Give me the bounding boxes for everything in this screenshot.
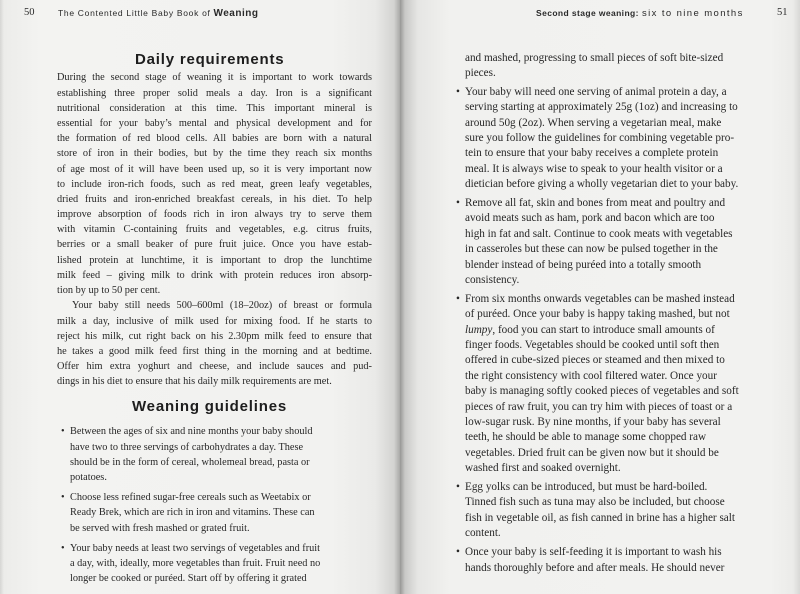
paragraph-line: dings in his diet to ensure that his daily milk requirements are met. [57,376,332,388]
running-head [536,7,744,20]
list-item-line: should be in the form of cereal, wholemeal bread, pasta or [70,456,310,468]
list-item-line: offered in cube-sized pieces or steamed and then mixed to [465,354,725,367]
section-heading-daily-requirements: Daily requirements [135,51,285,68]
running-head-book-title-bold: Weaning [213,8,259,19]
paragraph-line: reject his milk, cut right back on his 2.30pm milk feed to ensure that [57,330,372,342]
weaning-guidelines-list [57,424,377,586]
page-number: 50 [24,7,35,18]
list-item [450,545,785,576]
paragraph-line: berries or a small beaker of pure fruit juice. Once you have estab- [57,239,372,251]
list-marker: • [456,85,460,98]
list-item [57,541,377,587]
line-text: , food you can start to introduce small amounts of [492,323,715,336]
list-item [450,85,785,193]
paragraph-line: During the second stage of weaning it is important to work towards [57,72,372,84]
list-marker: • [61,492,65,504]
paragraph-line: milk feed – giving milk to drink with protein reduces iron absorp- [57,269,372,281]
paragraph-line: with vitamin C-containing fruits and vegetables, e.g. citrus fruits, [57,224,372,236]
daily-requirements-paragraph-1 [57,70,372,298]
list-item-line: be served with fresh mashed or grated fruit. [70,522,250,534]
list-item [57,490,377,536]
list-item-line: Once your baby is self-feeding it is important to wash his [465,546,722,559]
running-head-chapter: six to nine months [641,8,744,19]
list-item [450,480,785,542]
list-marker: • [456,197,460,210]
list-item-line: sure you follow the guidelines for combining vegetable pro- [465,131,735,144]
list-marker: • [61,542,65,554]
list-item-line: pieces. [465,66,496,79]
list-item-line: vegetables. Dried fruit can be given now but it should be [465,446,719,459]
list-item-line: the right consistency with cool filtered water. Once your [465,369,717,382]
list-item-line: around 50g (2oz). When serving a vegetarian meal, make [465,116,722,129]
list-item-line: high in fat and salt. Continue to cook meats with vegetables [465,227,733,240]
daily-requirements-paragraph-2 [57,298,372,389]
list-item-line: in casseroles but these can now be pulsed together in the [465,243,718,256]
paragraph-line: to include iron-rich foods, such as red meat, green leafy vegetables, [57,178,372,190]
list-item-line: teeth, he should be able to manage some chopped raw [465,431,707,444]
paragraph-line: Offer him extra yoghurt and cheese, and include sauces and pud- [57,361,372,373]
running-head-book-title: The Contented Little Baby Book of [58,8,211,18]
list-item-line: tein to ensure that your baby receives a complete protein [465,147,719,160]
list-marker: • [456,546,460,559]
list-item-line: Tinned fish such as tuna may also be included, but choose [465,496,725,509]
list-item-line: serving starting at approximately 25g (1oz) and increasing to [465,101,738,114]
list-item-line: potatoes. [70,471,107,483]
list-marker: • [456,292,460,305]
list-item [57,424,377,485]
list-item-continued [450,51,785,82]
list-item-line: consistency. [465,273,520,286]
right-page [400,0,800,594]
paragraph-line: improve absorption of foods rich in iron always try to serve them [57,209,372,221]
list-item-line: baby is managing softly cooked pieces of vegetables and soft [465,385,739,398]
section-heading-weaning-guidelines: Weaning guidelines [132,398,287,415]
list-item-line [465,323,785,338]
list-item [450,292,785,477]
guidelines-list-continued [450,51,785,576]
list-item-line: Remove all fat, skin and bones from meat and poultry and [465,197,726,210]
paragraph-line: establishing three proper solid meals a day. Iron is a significant [57,87,372,99]
list-item-line: blender instead of being puréed into a totally smooth [465,258,702,271]
list-item-line: finger foods. Vegetables should be cooked until soft then [465,339,720,352]
paragraph-line: he takes a good milk feed first thing in the morning and at bedtime. [57,345,372,357]
running-head [58,7,258,20]
paragraph-line: tion by up to 50 per cent. [57,285,161,297]
list-item-line: Ready Brek, which are rich in iron and vitamins. These can [70,507,315,519]
paragraph-line: of age most of it will have been used up, so it is very important now [57,163,372,175]
list-item-line: low-sugar rusk. By nine months, if your baby has several [465,415,721,428]
paragraph-line: Your baby still needs 500–600ml (18–20oz) of breast or formula [72,300,372,312]
list-item-line: hands thoroughly before and after meals. He should never [465,561,725,574]
list-item-line: Your baby will need one serving of animal protein a day, a [465,85,727,98]
list-item-line: and mashed, progressing to small pieces of soft bite-sized [465,51,724,64]
list-item-line: longer be cooked or puréed. Start off by offering it grated [70,573,307,585]
list-marker: • [456,481,460,494]
list-item-line: Choose less refined sugar-free cereals such as Weetabix or [70,492,311,504]
paragraph-line: lished protein at lunchtime, it is important to drop the lunchtime [57,254,372,266]
list-item-line: From six months onwards vegetables can be mashed instead [465,292,735,305]
paragraph-line: store of iron in their bodies, but by the time they reach six months [57,148,372,160]
list-marker: • [61,426,65,438]
list-item-line: have two to three servings of carbohydrates a day. These [70,441,304,453]
paragraph-line: milk a day, inclusive of milk used for mixing food. If he starts to [57,315,372,327]
list-item-line: a day, with, ideally, more vegetables than fruit. Fruit need no [70,557,321,569]
list-item-line: washed first and soaked overnight. [465,462,621,475]
paragraph-line: dried fruits and iron-enriched breakfast cereals, in his diet. To help [57,193,372,205]
list-item-line: meal. It is always wise to speak to your health visitor or a [465,162,723,175]
list-item-line: dietician before giving a wholly vegetarian diet to your baby. [465,178,739,191]
paragraph-line: nutritional consideration at this time. This important mineral is [57,102,372,114]
list-item-line: of puréed. Once your baby is happy taking mashed, but not [465,308,730,321]
list-item-line: Between the ages of six and nine months your baby should [70,426,313,438]
paragraph-line: essential for your baby’s mental and physical development and for [57,117,372,129]
list-item-line: Egg yolks can be introduced, but must be hard-boiled. [465,481,708,494]
list-item-line: content. [465,527,501,540]
page-number: 51 [777,7,788,18]
list-item-line: Your baby needs at least two servings of vegetables and fruit [70,542,321,554]
list-item-line: fish in vegetable oil, as fish canned in brine has a higher salt [465,511,735,524]
list-item [450,196,785,288]
list-item-line: pieces of raw fruit, you can try him with pieces of toast or a [465,400,733,413]
italic-word: lumpy [465,323,493,336]
paragraph-line: the formation of red blood cells. All babies are born with a natural [57,133,372,145]
list-item-line: avoid meats such as ham, pork and bacon which are too [465,212,715,225]
running-head-chapter-bold: Second stage weaning: [536,8,639,18]
